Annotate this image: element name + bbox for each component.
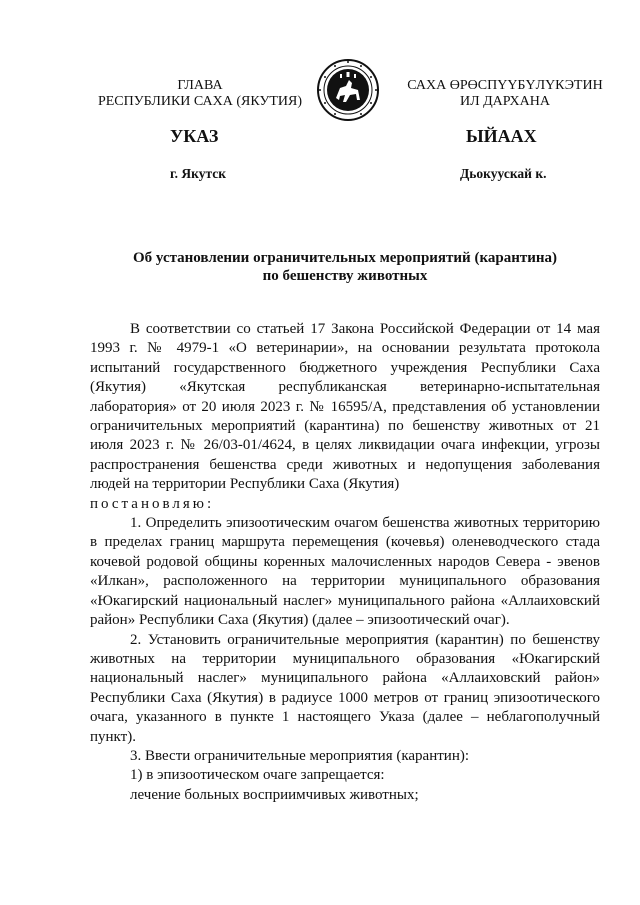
clause-1: 1. Определить эпизоотическим очагом бешенства животных территорию в пределах границ маршрута перемещения (кочевья) оленеводческого стада кочевой родовой общины коренных малочисленных народов Севера - эвенов «Илкан», расположенного на территории муниципального образования «Юкагирский национальный наслег» муниципального района «Аллаиховский район» Республики Саха (Якутия) (далее – эпизоотический очаг). bbox=[90, 515, 600, 629]
doc-type-sakha: ЫЙААХ bbox=[466, 126, 537, 146]
issuer-republic-ru: РЕСПУБЛИКИ САХА (ЯКУТИЯ) bbox=[97, 94, 303, 109]
subject-line-1: Об установлении ограничительных мероприятий (карантина) bbox=[132, 250, 557, 266]
preamble-paragraph: В соответствии со статьей 17 Закона Российской Федерации от 14 мая 1993 г. № 4979-1 «О ветеринарии», на основании результата протокола испытаний государственного бюджетного учреждения Республики Саха (Якутия) «Якутская республиканская ветеринарно-испытательная лаборатория» от 20 июля 2023 г. № 16595/А, представления об установлении ограничительных мероприятий (карантина) по бешенству животных от 21 июля 2023 г. № 26/03-01/4624, в целях ликвидации очага инфекции, угрозы распространения бешенства среди животных и недопущения заболевания людей на территории Республики Саха (Якутия) bbox=[90, 321, 600, 493]
coat-of-arms-emblem bbox=[316, 58, 380, 122]
clause-3-1-item: лечение больных восприимчивых животных; bbox=[130, 786, 419, 803]
decree-verb: постановляю: bbox=[90, 495, 215, 512]
issuer-sakha bbox=[400, 78, 610, 110]
doc-type-russian: УКАЗ bbox=[170, 126, 219, 146]
decree-subject bbox=[90, 249, 600, 285]
clause-3: 3. Ввести ограничительные мероприятия (карантин): bbox=[130, 747, 470, 764]
issuer-russian bbox=[90, 78, 310, 110]
clause-2: 2. Установить ограничительные мероприятия (карантин) по бешенству животных на территории муниципального образования «Юкагирский национальный наслег» муниципального района «Аллаиховский район» Республики Саха (Якутия) в радиусе 1000 метров от границ эпизоотического очага, указанного в пункте 1 настоящего Указа (далее – неблагополучный пункт). bbox=[90, 631, 600, 745]
issuer-republic-sakha: САХА ӨРӨСПҮҮБҮЛҮКЭТИН bbox=[407, 78, 603, 93]
issuer-title-sakha: ИЛ ДАРХАНА bbox=[459, 94, 550, 109]
decree-body bbox=[90, 320, 600, 805]
city-russian: г. Якутск bbox=[170, 166, 227, 181]
subject-line-2: по бешенству животных bbox=[262, 268, 428, 284]
clause-3-1: 1) в эпизоотическом очаге запрещается: bbox=[130, 767, 385, 784]
emblem-icon bbox=[316, 58, 380, 122]
issuer-title-ru: ГЛАВА bbox=[177, 78, 223, 93]
city-sakha: Дьокуускай к. bbox=[460, 166, 547, 181]
